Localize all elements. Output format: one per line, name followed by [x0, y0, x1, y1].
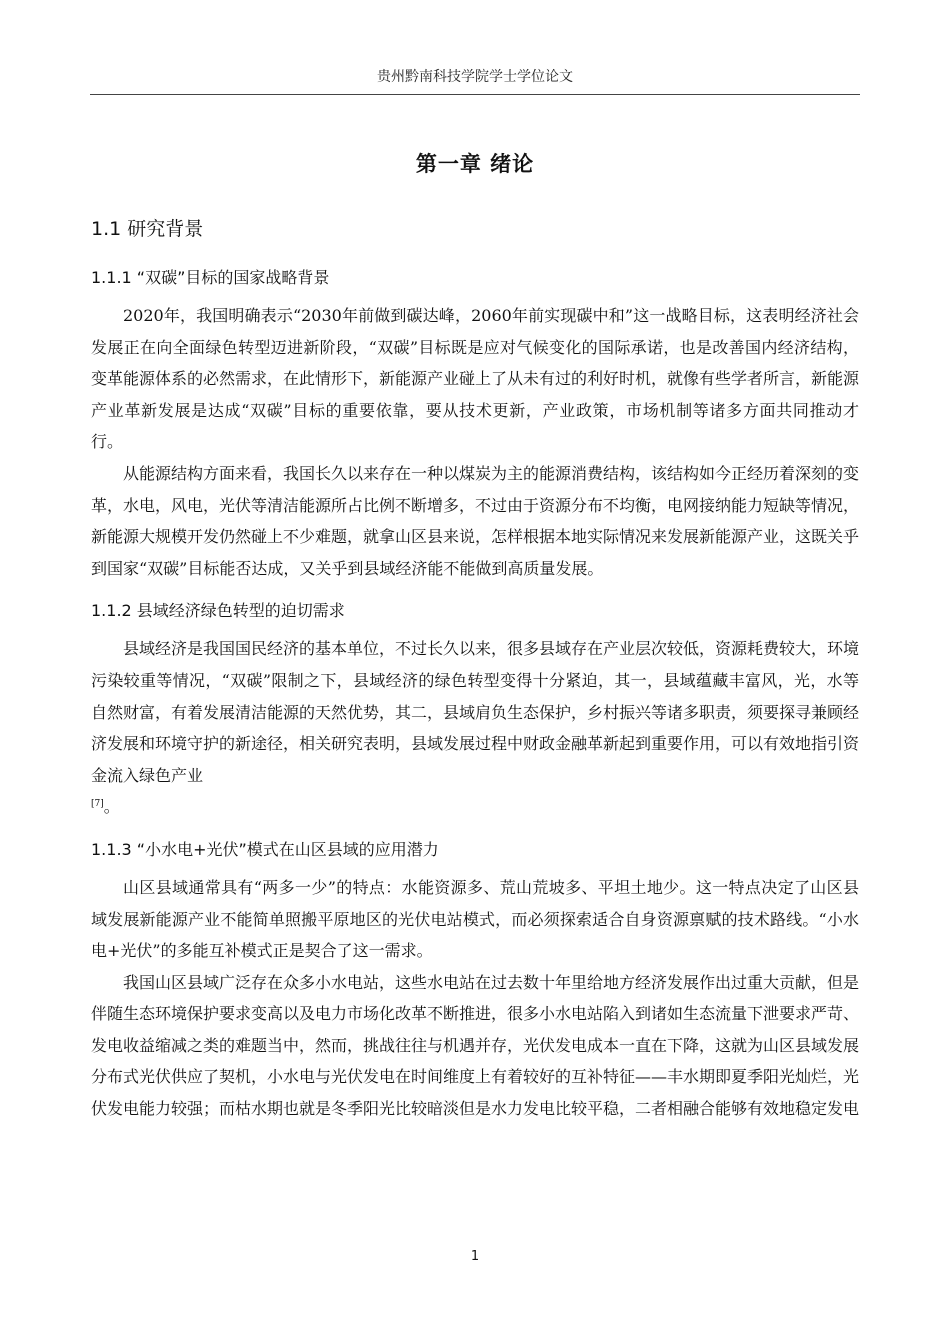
subsection-heading-1-1-3: 1.1.3 “小水电+光伏”模式在山区县域的应用潜力	[91, 839, 439, 859]
paragraph: 我国山区县域广泛存在众多小水电站，这些水电站在过去数十年里给地方经济发展作出过重大贡献，但是伴随生态环境保护要求变高以及电力市场化改革不断推进，很多小水电站陷入到诸如生态流量下泄要求严苛、发电收益缩减之类的难题当中，然而，挑战往往与机遇并存，光伏发电成本一直在下降，这就为山区县域发展分布式光伏供应了契机，小水电与光伏发电在时间维度上有着较好的互补特征——丰水期即夏季阳光灿烂，光伏发电能力较强；而枯水期也就是冬季阳光比较暗淡但是水力发电比较平稳，二者相融合能够有效地稳定发电	[91, 972, 860, 1119]
paragraph: 从能源结构方面来看，我国长久以来存在一种以煤炭为主的能源消费结构，该结构如今正经历着深刻的变革，水电，风电，光伏等清洁能源所占比例不断增多，不过由于资源分布不均衡，电网接纳能力短缺等情况，新能源大规模开发仍然碰上不少难题，就拿山区县来说，怎样根据本地实际情况来发展新能源产业，这既关乎到国家“双碳”目标能否达成，又关乎到县域经济能不能做到高质量发展。	[91, 463, 860, 578]
running-header: 贵州黔南科技学院学士学位论文	[377, 69, 573, 85]
page-number: 1	[470, 1249, 480, 1264]
citation-reference[interactable]: [7]	[91, 799, 104, 810]
spacer	[91, 823, 859, 837]
subsection-heading-1-1-2: 1.1.2 县域经济绿色转型的迫切需求	[91, 601, 345, 621]
chapter-title: 第一章 绪论	[415, 152, 535, 176]
header-rule	[90, 94, 860, 95]
subsection-heading-1-1-1: 1.1.1 “双碳”目标的国家战略背景	[91, 268, 330, 287]
paragraph: 山区县域通常具有“两多一少”的特点：水能资源多、荒山荒坡多、平坦土地少。这一特点决定了山区县域发展新能源产业不能简单照搬平原地区的光伏电站模式，而必须探索适合自身资源禀赋的技术路线。“小水电+光伏”的多能互补模式正是契合了这一需求。	[91, 877, 859, 961]
section-heading-1-1: 1.1 研究背景	[91, 218, 204, 240]
spacer	[91, 584, 859, 598]
paragraph-text: 县域经济是我国国民经济的基本单位，不过长久以来，很多县域存在产业层次较低，资源耗费较大，环境污染较重等情况，“双碳”限制之下，县域经济的绿色转型变得十分紧迫，其一，县域蕴藏丰富风，光，水等自然财富，有着发展清洁能源的天然优势，其二，县域肩负生态保护，乡村振兴等诸多职责，须要探寻兼顾经济发展和环境守护的新途径，相关研究表明，县域发展过程中财政金融革新起到重要作用，可以有效地指引资金流入绿色产业	[91, 639, 860, 785]
paragraph-with-citation	[91, 633, 859, 823]
paragraph-end-punctuation: 。	[103, 797, 120, 817]
paragraph: 2020年，我国明确表示“2030年前做到碳达峰，2060年前实现碳中和”这一战略目标，这表明经济社会发展正在向全面绿色转型迈进新阶段，“双碳”目标既是应对气候变化的国际承诺，也是改善国内经济结构，变革能源体系的必然需求，在此情形下，新能源产业碰上了从未有过的利好时机，就像有些学者所言，新能源产业革新发展是达成“双碳”目标的重要依靠，要从技术更新，产业政策，市场机制等诸多方面共同推动才行。	[91, 306, 860, 452]
page-content	[91, 120, 859, 1125]
